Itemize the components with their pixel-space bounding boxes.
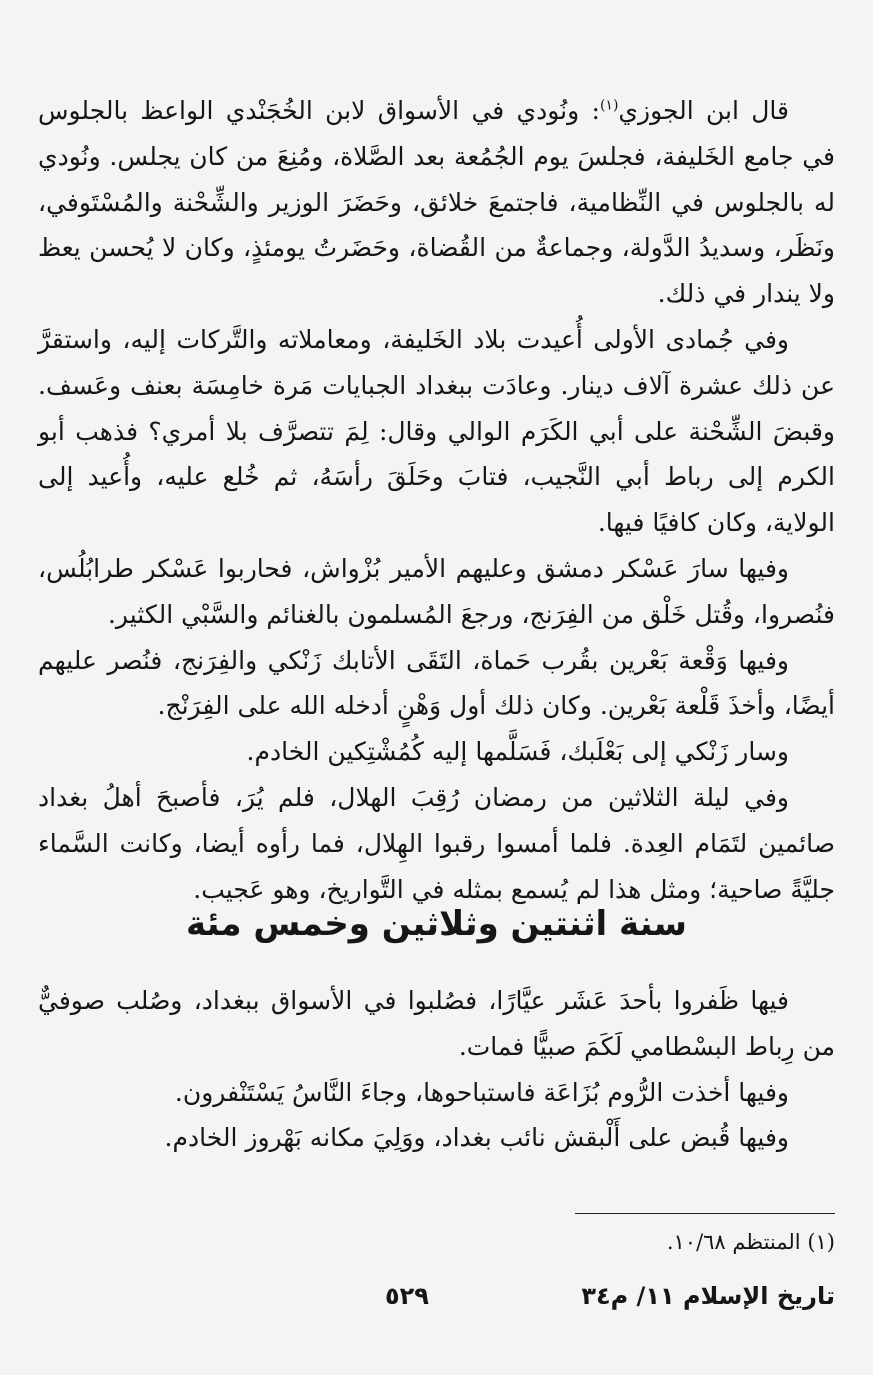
footnote-marker: (١): [599, 97, 619, 114]
paragraph: وفي جُمادى الأولى أُعيدت بلاد الخَليفة، ومعاملاته والتَّركات إليه، واستقرَّ عن ذلك عشرة آلاف دينار. وعادَت ببغداد الجبايات مَرة خامِسَة بعنف وعَسف. وقبضَ الشِّحْنة على أبي الكَرَم الوالي وقال: لِمَ تتصرَّف بلا أمري؟ فذهب أبو الكرم إلى رباط أبي النَّجيب، فتابَ وحَلَقَ رأسَهُ، ثم خُلع عليه، وأُعيد إلى الولاية، وكان كافيًا فيها.: [38, 324, 835, 538]
footnote-divider: [575, 1213, 835, 1214]
book-reference: تاريخ الإسلام ١١/ م٣٤: [581, 1282, 835, 1310]
body-text-section-1: [38, 88, 835, 912]
body-text-section-2: [38, 978, 835, 1161]
section-heading: سنة اثنتين وثلاثين وخمس مئة: [186, 904, 687, 944]
paragraph: فيها ظَفروا بأحدَ عَشَر عيَّارًا، فصُلبوا في الأسواق ببغداد، وصُلب صوفيٌّ من رِباط البسْطامي لَكَمَ صبيًّا فمات.: [38, 986, 835, 1061]
paragraph: [38, 88, 835, 317]
footnote: (١) المنتظم ١٠/٦٨.: [666, 1230, 835, 1254]
paragraph-text: : ونُودي في الأسواق لابن الخُجَنْدي الواعظ بالجلوس في جامع الخَليفة، فجلسَ يوم الجُمُعة بعد الصَّلاة، ومُنِعَ من كان يجلس. ونُودي له بالجلوس في النِّظامية، فاجتمعَ خلائق، وحَضَرَ الوزير والشِّحْنة والمُسْتَوفي، ونَظَر، وسديدُ الدَّولة، وجماعةٌ من القُضاة، وحَضَرتُ يومئذٍ، وكان لا يُحسن يعظ ولا يندار في ذلك.: [38, 96, 835, 309]
paragraph: وسار زَنْكي إلى بَعْلَبك، فَسَلَّمها إليه كُمُشْتِكين الخادم.: [246, 737, 789, 767]
paragraph: وفيها سارَ عَسْكر دمشق وعليهم الأمير بُزْواش، فحاربوا عَسْكر طرابُلُس، فنُصروا، وقُتل خَلْق من الفِرَنج، ورجعَ المُسلمون بالغنائم والسَّبْي الكثير.: [38, 553, 835, 629]
paragraph: وفيها وَقْعة بَعْرين بقُرب حَماة، التَقَى الأتابك زَنْكي والفِرَنج، فنُصر عليهم أيضًا، وأخذَ قَلْعة بَعْرين. وكان ذلك أول وَهْنٍ أدخله الله على الفِرَنْج.: [38, 645, 835, 721]
paragraph: وفي ليلة الثلاثين من رمضان رُقِبَ الهلال، فلم يُرَ، فأصبحَ أهلُ بغداد صائمين لتَمَام العِدة. فلما أمسوا رقبوا الهِلال، فما رأوه أيضا، وكانت السَّماء جليَّةً صاحية؛ ومثل هذا لم يُسمع بمثله في التَّواريخ، وهو عَجيب.: [38, 782, 835, 904]
page-number: ٥٢٩: [385, 1282, 429, 1310]
paragraph: وفيها قُبض على أَلْبقش نائب بغداد، ووَلِيَ مكانه بَهْروز الخادم.: [164, 1123, 789, 1153]
paragraph-text: قال ابن الجوزي: [618, 96, 789, 125]
paragraph: وفيها أخذت الرُّوم بُزَاعَة فاستباحوها، وجاءَ النَّاسُ يَسْتَنْفرون.: [174, 1077, 789, 1107]
